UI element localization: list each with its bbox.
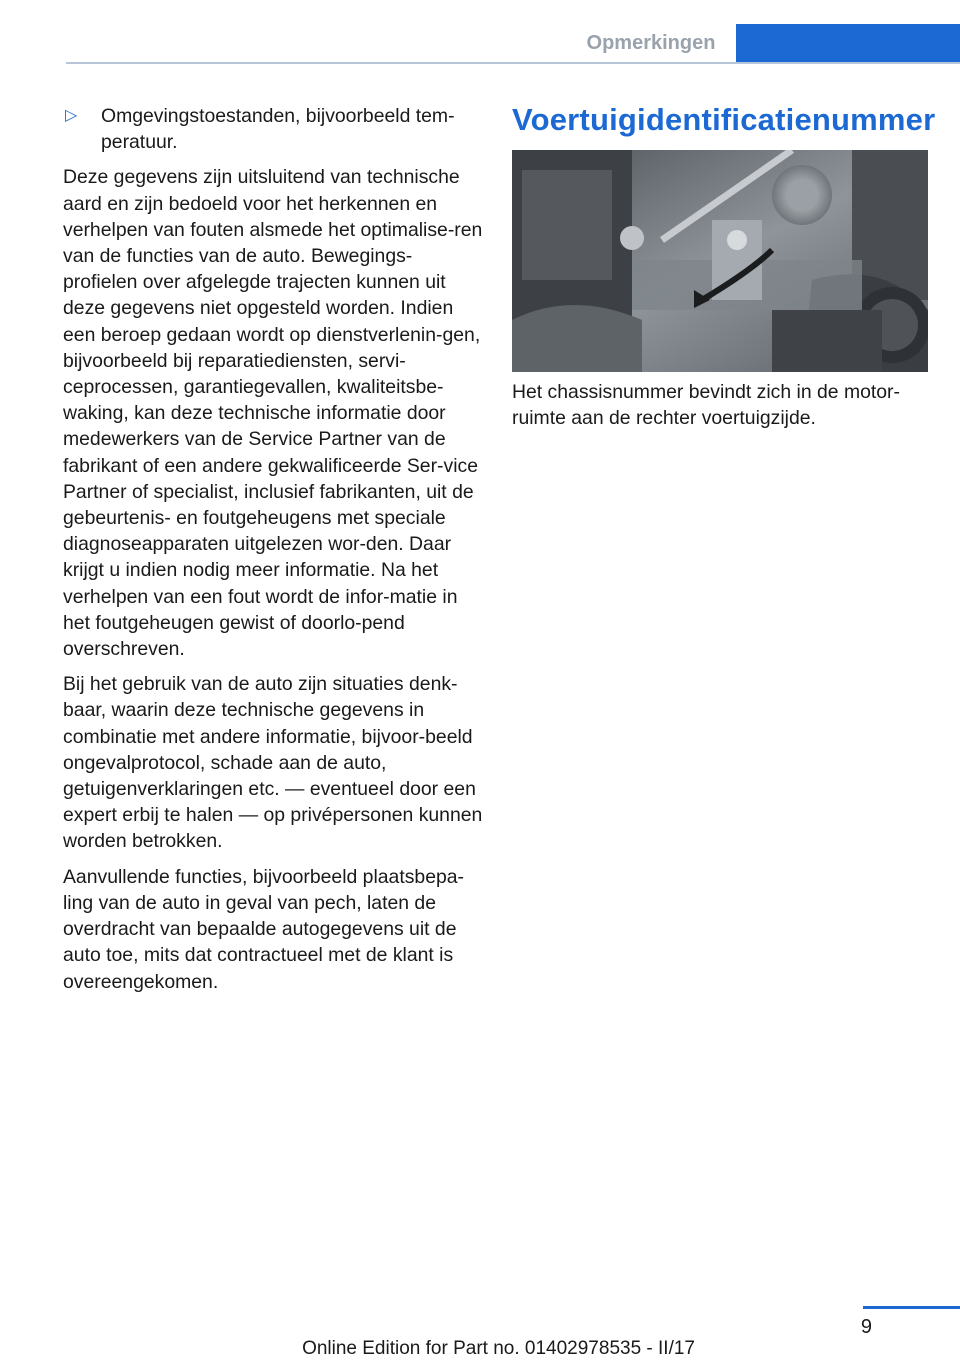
- header-accent-block: [736, 24, 960, 62]
- left-column: [63, 103, 483, 1004]
- figure-caption: Het chassisnummer bevindt zich in de motor-ruimte aan de rechter voertuigzijde.: [512, 381, 900, 430]
- list-item: [63, 103, 483, 155]
- list-item-text: Omgevingstoestanden, bijvoorbeeld tem-peratuur.: [101, 105, 455, 154]
- footer-edition: Online Edition for Part no. 01402978535 - II/17: [302, 1338, 695, 1359]
- right-column: [512, 100, 936, 430]
- body-paragraph: Bij het gebruik van de auto zijn situaties denk-baar, waarin deze technische gegevens in combinatie met andere informatie, bijvoor-beeld ongevalprotocol, schade aan de auto, getuigenverklaringen etc. — eventueel door een expert erbij te halen — op privépersonen kunnen worden betrokken.: [63, 673, 483, 853]
- body-paragraph: Aanvullende functies, bijvoorbeeld plaatsbepa-ling van de auto in geval van pech, laten de overdracht van bepaalde autogegevens uit de auto toe, mits dat contractueel met de klant is overeengekomen.: [63, 865, 465, 993]
- section-title: Voertuigidentificatienummer: [512, 102, 936, 137]
- engine-bay-photo: [512, 150, 928, 372]
- header-rule: [66, 62, 960, 64]
- page-number: 9: [860, 1316, 872, 1338]
- footer-rule: [863, 1306, 960, 1309]
- body-paragraph: Deze gegevens zijn uitsluitend van technische aard en zijn bedoeld voor het herkennen en verhelpen van fouten alsmede het optimalise-ren van de functies van de auto. Bewegings-profielen over afgelegde trajecten kunnen uit deze gegevens niet opgesteld worden. Indien een beroep gedaan wordt op dienstverlenin-gen, bijvoorbeeld bij reparatiediensten, servi-ceprocessen, garantiegevallen, kwaliteitsbe-waking, kan deze technische informatie door medewerkers van de Service Partner van de fabrikant of een andere gekwalificeerde Ser-vice Partner of specialist, inclusief fabrikanten, uit de gebeurtenis- en foutgeheugens met speciale diagnoseapparaten uitgelezen wor-den. Daar krijgt u indien nodig meer informatie. Na het verhelpen van een fout wordt de infor-matie in het foutgeheugen gewist of doorlo-pend overschreven.: [63, 166, 483, 661]
- triangle-right-icon: ▷: [65, 107, 78, 124]
- section-tab: Opmerkingen: [568, 24, 734, 62]
- engine-bay-illustration: [512, 150, 928, 372]
